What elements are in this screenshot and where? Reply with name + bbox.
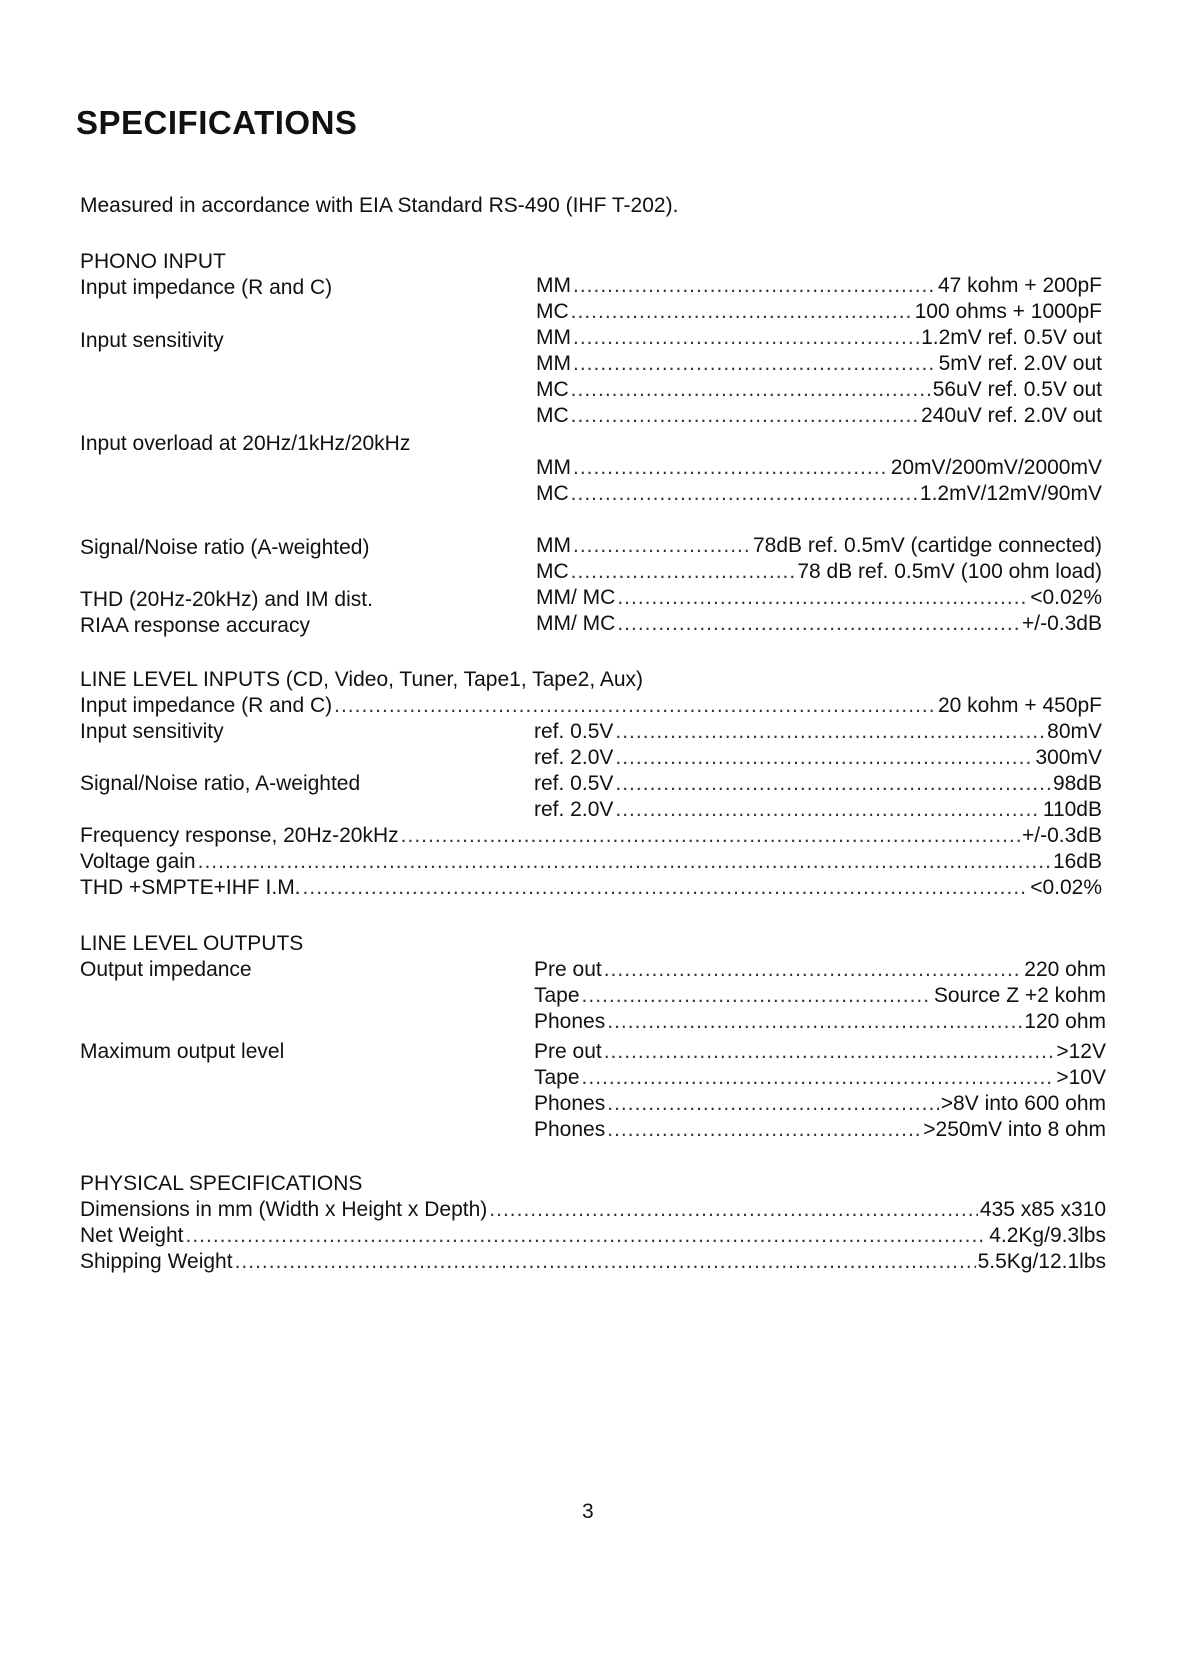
row-value: 435 x85 x310 [979,1198,1106,1221]
dot-leader [303,876,1029,900]
row-key: MM [536,326,571,349]
row-value: 20mV/200mV/2000mV [890,456,1102,479]
voltage-gain-row [80,850,1102,874]
line-output-row [534,958,1106,982]
phono-riaa-label: RIAA response accuracy [80,614,310,637]
phono-row [536,560,1102,584]
row-value: 120 ohm [1024,1010,1106,1033]
row-value: 98dB [1052,772,1102,795]
dot-leader [571,378,931,402]
line-inputs-heading: LINE LEVEL INPUTS (CD, Video, Tuner, Tape1, Tape2, Aux) [80,668,644,691]
dot-leader [573,352,937,376]
row-value: 240uV ref. 2.0V out [921,404,1102,427]
phono-row [536,404,1102,428]
dot-leader [334,694,936,718]
dot-leader [615,720,1045,744]
phono-row [536,274,1102,298]
row-key: Phones [534,1092,606,1115]
phono-row [536,534,1102,558]
dot-leader [573,534,751,558]
dot-leader [582,1066,1055,1090]
phono-sn-label: Signal/Noise ratio (A-weighted) [80,536,370,559]
row-value: >250mV into 8 ohm [923,1118,1106,1141]
phono-row [536,612,1102,636]
line-output-row [534,1118,1106,1142]
phono-row [536,378,1102,402]
dot-leader [617,612,1020,636]
row-key: ref. 2.0V [534,798,614,821]
row-value: 56uV ref. 0.5V out [932,378,1102,401]
row-key: ref. 2.0V [534,746,614,769]
dot-leader [573,274,936,298]
phono-overload-label: Input overload at 20Hz/1kHz/20kHz [80,432,411,455]
row-value: 220 ohm [1024,958,1106,981]
physical-row [80,1224,1106,1248]
row-key: MC [536,482,569,505]
dot-leader [198,850,1051,874]
row-value: +/-0.3dB [1022,824,1102,847]
row-key: MM/ MC [536,612,616,635]
phono-row [536,326,1102,350]
row-key: ref. 0.5V [534,720,614,743]
row-key: Frequency response, 20Hz-20kHz [80,824,399,847]
dot-leader [617,586,1028,610]
row-key: MC [536,378,569,401]
row-value: <0.02% [1030,586,1102,609]
row-value: 100 ohms + 1000pF [914,300,1102,323]
dot-leader [573,456,889,480]
row-key: Tape [534,984,580,1007]
dot-leader [607,1092,939,1116]
phono-sensitivity-label: Input sensitivity [80,329,224,352]
row-value: 78 dB ref. 0.5mV (100 ohm load) [797,560,1102,583]
dot-leader [607,1118,921,1142]
row-value: 78dB ref. 0.5mV (cartidge connected) [752,534,1102,557]
row-key: MM [536,534,571,557]
line-output-row [534,984,1106,1008]
row-key: MC [536,560,569,583]
physical-row [80,1198,1106,1222]
row-value: >10V [1056,1066,1106,1089]
row-key: MM [536,456,571,479]
line-input-row [534,772,1102,796]
dot-leader [573,326,919,350]
phono-row [536,482,1102,506]
row-value: >12V [1056,1040,1106,1063]
line-output-row [534,1092,1106,1116]
dot-leader [401,824,1020,848]
line-input-row [534,720,1102,744]
row-value: 47 kohm + 200pF [937,274,1102,297]
row-value: +/-0.3dB [1022,612,1102,635]
dot-leader [571,560,796,584]
phono-impedance-label: Input impedance (R and C) [80,276,333,299]
frequency-response-row [80,824,1102,848]
line-sn-label: Signal/Noise ratio, A-weighted [80,772,361,795]
row-value: 16dB [1052,850,1102,873]
phono-row [536,352,1102,376]
row-key: Phones [534,1118,606,1141]
row-key: Pre out [534,1040,602,1063]
dot-leader [615,746,1033,770]
row-value: 110dB [1042,798,1102,821]
row-value: 5.5Kg/12.1lbs [977,1250,1106,1273]
dot-leader [582,984,932,1008]
dot-leader [615,798,1040,822]
row-value: >8V into 600 ohm [940,1092,1106,1115]
physical-row [80,1250,1106,1274]
dot-leader [235,1250,976,1274]
dot-leader [607,1010,1022,1034]
dot-leader [571,300,913,324]
row-key: MM [536,274,571,297]
row-key: MC [536,404,569,427]
row-value: 1.2mV/12mV/90mV [919,482,1102,505]
row-value: Source Z +2 kohm [933,984,1106,1007]
row-value: 20 kohm + 450pF [937,694,1102,717]
row-key: THD +SMPTE+IHF I.M. [80,876,301,899]
dot-leader [186,1224,988,1248]
row-key: Voltage gain [80,850,196,873]
intro-text: Measured in accordance with EIA Standard RS-490 (IHF T-202). [80,194,679,217]
row-value: 5mV ref. 2.0V out [938,352,1102,375]
row-key: Phones [534,1010,606,1033]
row-key: MC [536,300,569,323]
row-key: Input impedance (R and C) [80,694,333,717]
row-value: 4.2Kg/9.3lbs [989,1224,1106,1247]
row-key: Pre out [534,958,602,981]
row-key: Tape [534,1066,580,1089]
page-number: 3 [582,1500,594,1523]
phono-heading: PHONO INPUT [80,250,226,273]
line-output-row [534,1066,1106,1090]
dot-leader [604,1040,1055,1064]
line-output-row [534,1010,1106,1034]
line-input-impedance-row [80,694,1102,718]
max-output-label: Maximum output level [80,1040,285,1063]
dot-leader [489,1198,978,1222]
phono-row [536,586,1102,610]
row-value: 300mV [1035,746,1102,769]
line-input-row [534,798,1102,822]
row-key: MM/ MC [536,586,616,609]
row-key: Net Weight [80,1224,184,1247]
line-input-row [534,746,1102,770]
row-key: Shipping Weight [80,1250,233,1273]
output-impedance-label: Output impedance [80,958,252,981]
dot-leader [571,404,919,428]
row-key: ref. 0.5V [534,772,614,795]
thd-smpte-row [80,876,1102,900]
dot-leader [615,772,1051,796]
phono-row [536,456,1102,480]
physical-heading: PHYSICAL SPECIFICATIONS [80,1172,363,1195]
row-value: <0.02% [1030,876,1102,899]
line-outputs-heading: LINE LEVEL OUTPUTS [80,932,304,955]
dot-leader [604,958,1023,982]
row-key: MM [536,352,571,375]
row-value: 80mV [1047,720,1102,743]
phono-thd-label: THD (20Hz-20kHz) and IM dist. [80,588,373,611]
row-value: 1.2mV ref. 0.5V out [921,326,1102,349]
row-key: Dimensions in mm (Width x Height x Depth) [80,1198,488,1221]
line-output-row [534,1040,1106,1064]
page-title: SPECIFICATIONS [76,104,358,141]
line-sensitivity-label: Input sensitivity [80,720,224,743]
dot-leader [571,482,918,506]
phono-row [536,300,1102,324]
